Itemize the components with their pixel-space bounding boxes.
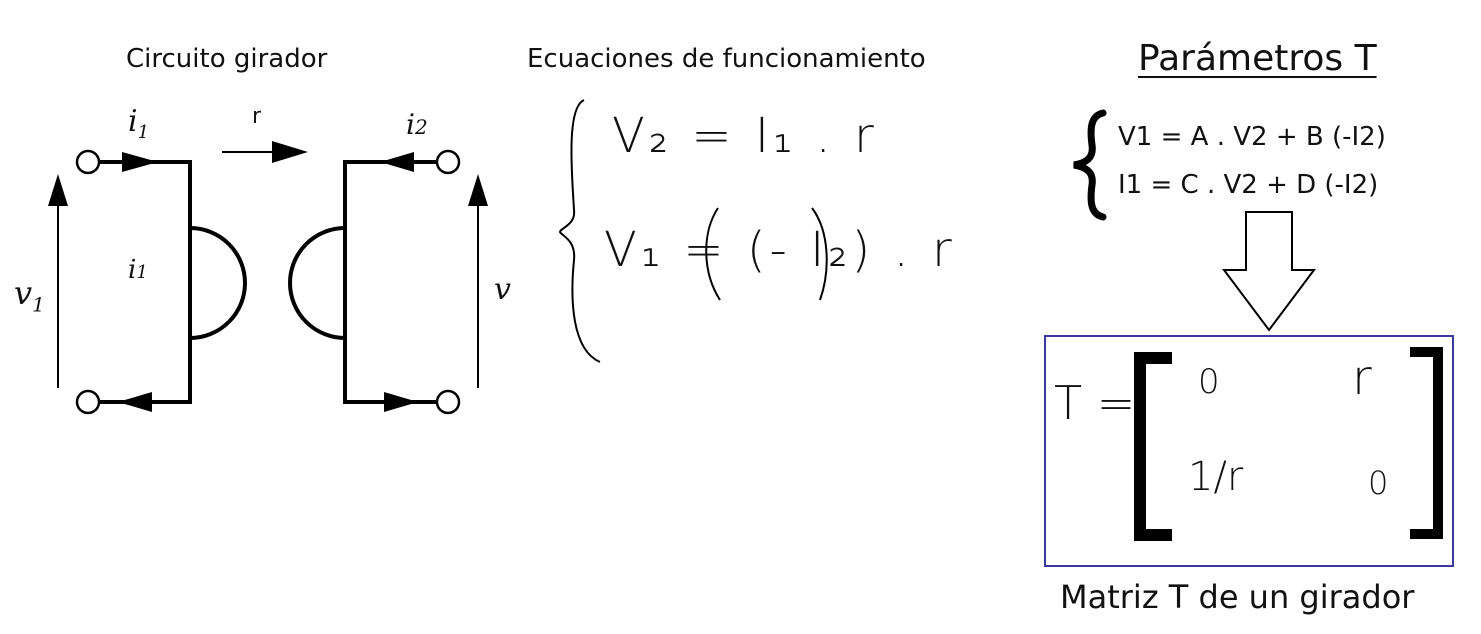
left-semicircle xyxy=(190,228,245,338)
equations-title: Ecuaciones de funcionamiento xyxy=(527,44,926,74)
right-top-terminal xyxy=(437,151,459,173)
left-bottom-terminal xyxy=(77,391,99,413)
matrix-cell-b: r xyxy=(1352,350,1372,406)
v2-arrowhead xyxy=(468,174,488,206)
parameters-title: Parámetros T xyxy=(1138,38,1377,79)
left-port xyxy=(100,160,245,404)
label-i1-mid-main: i xyxy=(128,255,137,285)
equations-brace xyxy=(560,100,600,362)
label-r-arrow: r xyxy=(252,104,262,129)
label-i1-top xyxy=(128,104,149,143)
left-bottom-arrowhead xyxy=(118,392,152,412)
matrix-cell-d: 0 xyxy=(1368,464,1389,502)
equation-2: V₁ = (- I₂) . r xyxy=(604,222,956,278)
left-top-arrowhead xyxy=(122,152,158,172)
label-i1-middle xyxy=(128,255,148,285)
right-top-arrowhead xyxy=(380,152,414,172)
right-semicircle xyxy=(290,228,345,338)
right-bottom-arrowhead xyxy=(384,392,418,412)
label-v1-main: v xyxy=(14,274,33,312)
label-i2-main: i xyxy=(406,108,415,141)
matrix-label: T = xyxy=(1054,376,1136,430)
label-i1-mid-sub: 1 xyxy=(136,262,148,283)
label-i1-top-sub: 1 xyxy=(137,122,150,143)
label-i2 xyxy=(406,108,428,141)
parameters-brace xyxy=(1074,113,1103,217)
matrix-cell-c: 1/r xyxy=(1188,454,1244,500)
parameters-line-1: V1 = A . V2 + B (-I2) xyxy=(1118,122,1386,152)
matrix-box xyxy=(1045,336,1453,566)
label-v1 xyxy=(14,274,45,316)
label-v1-sub: 1 xyxy=(32,292,45,317)
r-arrowhead xyxy=(272,141,308,163)
right-bottom-terminal xyxy=(437,391,459,413)
down-arrow xyxy=(1224,212,1314,330)
label-v-right: v xyxy=(494,272,511,307)
label-i1-top-main: i xyxy=(128,104,138,139)
circuit-title: Circuito girador xyxy=(126,44,328,74)
equation-1: V₂ = I₁ . r xyxy=(612,108,878,164)
right-port xyxy=(290,160,436,404)
matrix-cell-a: 0 xyxy=(1198,362,1220,402)
left-top-terminal xyxy=(77,151,99,173)
v1-arrowhead xyxy=(48,174,68,206)
matrix-caption: Matriz T de un girador xyxy=(1060,578,1415,616)
matrix-left-bracket xyxy=(1140,358,1172,535)
matrix-right-bracket xyxy=(1410,352,1438,534)
label-i2-sub: 2 xyxy=(414,115,428,139)
parameters-line-2: I1 = C . V2 + D (-I2) xyxy=(1118,170,1379,200)
